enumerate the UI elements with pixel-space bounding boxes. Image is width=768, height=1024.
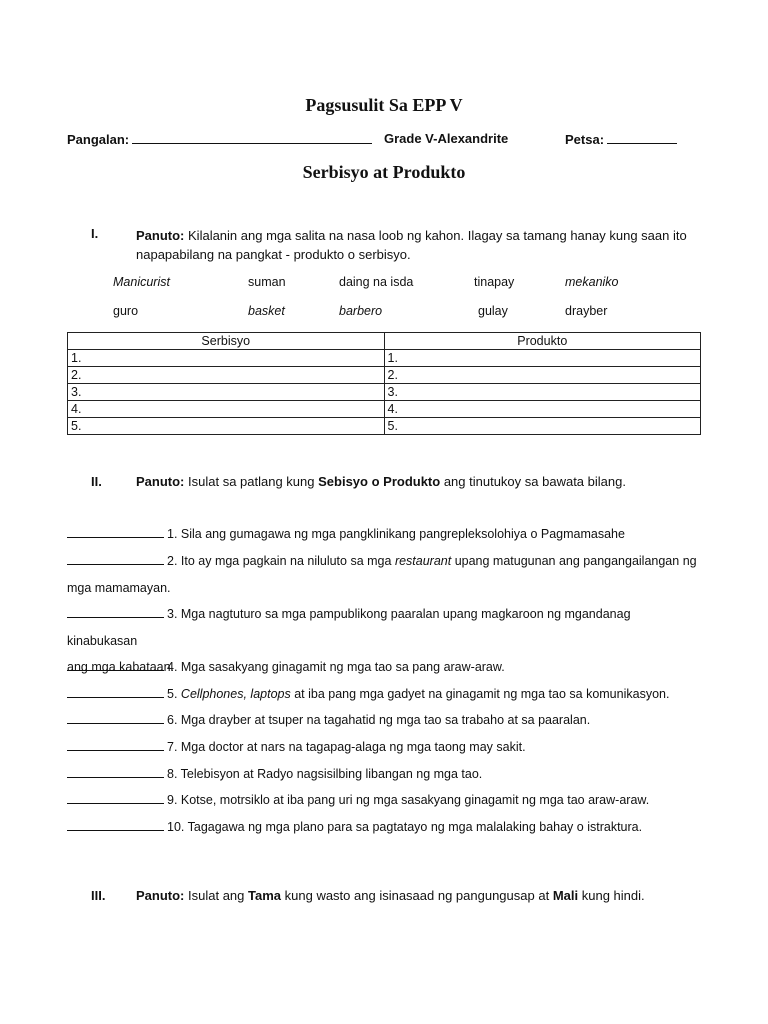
section-2-text-pre: Isulat sa patlang kung (188, 474, 315, 489)
answer-blank-6[interactable] (67, 711, 164, 724)
word-daing-na-isda: daing na isda (339, 275, 414, 289)
produkto-cell-1[interactable]: 1. (384, 350, 701, 367)
word-drayber: drayber (565, 304, 608, 318)
section-1-text-line-1: Kilalanin ang mga salita na nasa loob ng kahon. Ilagay sa tamang hanay kung saan ito (188, 228, 687, 243)
table-row (68, 418, 701, 435)
section-2-number: II. (91, 474, 102, 489)
section-1-text-line-2: napapabilang na pangkat - produkto o serbisyo. (136, 247, 411, 262)
answer-blank-5[interactable] (67, 685, 164, 698)
question-4 (67, 654, 697, 681)
produkto-cell-3[interactable]: 3. (384, 384, 701, 401)
serbisyo-cell-5[interactable]: 5. (68, 418, 385, 435)
question-5-text-a: 5. (167, 687, 178, 701)
question-4-text: 4. Mga sasakyang ginagamit ng mga tao sa pang araw-araw. (167, 660, 505, 674)
question-8-text: 8. Telebisyon at Radyo nagsisilbing libangan ng mga tao. (167, 767, 483, 781)
section-2-instructions (0, 474, 768, 494)
produkto-cell-2[interactable]: 2. (384, 367, 701, 384)
question-3-text-a: 3. Mga nagtuturo sa mga pampublikong paaralan upang magkaroon ng mgandanag kinabukasan (67, 607, 631, 648)
question-2 (67, 548, 697, 601)
produkto-cell-5[interactable]: 5. (384, 418, 701, 435)
date-label: Petsa: (565, 132, 605, 147)
question-9-text: 9. Kotse, motrsiklo at iba pang uri ng mga sasakyang ginagamit ng mga tao araw-araw. (167, 793, 650, 807)
section-3-label: Panuto: (136, 888, 185, 903)
section-2-text-post: ang tinutukoy sa bawata bilang. (443, 474, 626, 489)
question-7-text: 7. Mga doctor at nars na tagapag-alaga ng mga taong may sakit. (167, 740, 526, 754)
section-3-text-mid: kung wasto ang isinasaad ng pangungusap at (284, 888, 550, 903)
date-blank[interactable] (607, 131, 677, 144)
section-3-instructions (0, 888, 768, 908)
answer-blank-1[interactable] (67, 525, 164, 538)
question-5 (67, 681, 697, 708)
word-gulay: gulay (478, 304, 508, 318)
name-field[interactable] (67, 131, 372, 147)
answer-blank-7[interactable] (67, 738, 164, 751)
serbisyo-cell-1[interactable]: 1. (68, 350, 385, 367)
question-2-italic: restaurant (394, 554, 452, 568)
answer-blank-2[interactable] (67, 552, 164, 565)
answer-blank-8[interactable] (67, 765, 164, 778)
answer-blank-3[interactable] (67, 605, 164, 618)
page-title: Pagsusulit Sa EPP V (305, 95, 463, 115)
question-10-text: 10. Tagagawa ng mga plano para sa pagtatayo ng mga malalaking bahay o istraktura. (167, 820, 643, 834)
word-tinapay: tinapay (474, 275, 515, 289)
section-2-text-bold: Sebisyo o Produkto (318, 474, 441, 489)
table-row (68, 350, 701, 367)
question-1 (67, 521, 697, 548)
word-guro: guro (113, 304, 139, 318)
grade-label: Grade V-Alexandrite (384, 131, 509, 146)
answer-blank-10[interactable] (67, 818, 164, 831)
name-blank[interactable] (132, 131, 372, 144)
question-2-text-c: mga mamamayan. (67, 580, 171, 595)
question-3-text-b: ang mga kabataan. (67, 660, 175, 674)
question-10 (67, 814, 697, 841)
question-6 (67, 707, 697, 734)
question-5-text-b: at iba pang mga gadyet na ginagamit ng mga tao sa komunikasyon. (294, 687, 670, 701)
table-row (68, 367, 701, 384)
answer-blank-4[interactable] (67, 658, 164, 671)
question-6-text: 6. Mga drayber at tsuper na tagahatid ng mga tao sa trabaho at sa paaralan. (167, 713, 591, 727)
question-8 (67, 761, 697, 788)
section-3-number: III. (91, 888, 106, 903)
section-3-tama: Tama (248, 888, 282, 903)
word-mekaniko: mekaniko (565, 275, 619, 289)
section-2-label: Panuto: (136, 474, 185, 489)
section-3-text-post: kung hindi. (581, 888, 645, 903)
produkto-cell-4[interactable]: 4. (384, 401, 701, 418)
question-9 (67, 787, 697, 814)
section-1-number: I. (91, 226, 99, 241)
question-1-text: 1. Sila ang gumagawa ng mga pangklinikang pangrepleksolohiya o Pagmamasahe (167, 527, 625, 541)
date-field[interactable] (565, 131, 677, 147)
name-label: Pangalan: (67, 132, 130, 147)
header-produkto: Produkto (384, 333, 701, 350)
table-header-row (68, 333, 701, 350)
table-row (68, 384, 701, 401)
serbisyo-cell-4[interactable]: 4. (68, 401, 385, 418)
question-2-text-a: 2. Ito ay mga pagkain na niluluto sa mga (167, 554, 392, 568)
question-5-italic: Cellphones, laptops (180, 687, 291, 701)
section-1-instructions (0, 226, 768, 266)
word-manicurist: Manicurist (113, 275, 170, 289)
serbisyo-cell-2[interactable]: 2. (68, 367, 385, 384)
word-suman: suman (248, 275, 286, 289)
header-serbisyo: Serbisyo (68, 333, 385, 350)
word-basket: basket (248, 304, 285, 318)
answer-blank-9[interactable] (67, 791, 164, 804)
section-3-mali: Mali (552, 888, 579, 903)
classification-table (67, 332, 701, 435)
section-subtitle: Serbisyo at Produkto (302, 162, 466, 182)
question-7 (67, 734, 697, 761)
section-3-text-pre: Isulat ang (188, 888, 245, 903)
section-1-label: Panuto: (136, 228, 185, 243)
serbisyo-cell-3[interactable]: 3. (68, 384, 385, 401)
word-barbero: barbero (339, 304, 383, 318)
question-2-text-b: upang matugunan ang pangangailangan ng (454, 554, 697, 568)
table-row (68, 401, 701, 418)
